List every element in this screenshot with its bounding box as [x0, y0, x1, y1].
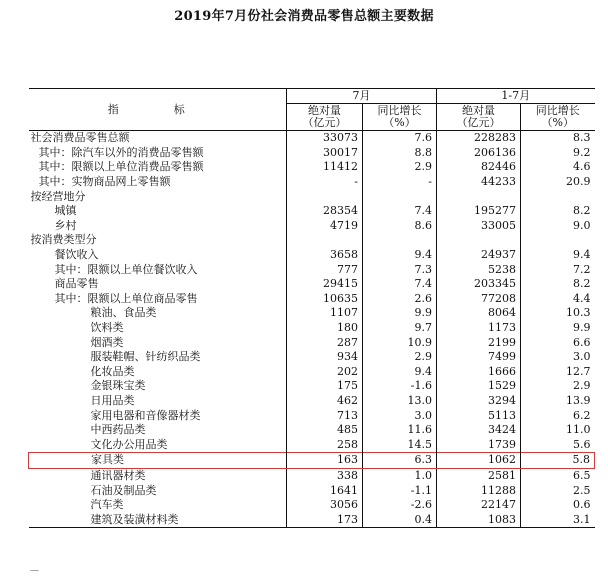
ytd-yoy-cell: 9.9: [521, 321, 595, 336]
july-group-header: 7月: [287, 89, 437, 104]
row-label: 乡村: [54, 218, 77, 232]
july-yoy-cell: -1.6: [363, 379, 437, 394]
table-row: [29, 321, 595, 336]
row-label: 其中：限额以上单位餐饮收入: [54, 262, 198, 276]
row-label: 其中：限额以上单位消费品零售额: [38, 160, 204, 174]
retail-sales-table: [28, 88, 595, 528]
table-row: [29, 306, 595, 321]
july-yoy-cell: 8.8: [363, 146, 437, 161]
table-row: [29, 131, 595, 146]
july-yoy-cell: 1.0: [363, 468, 437, 483]
ytd-absolute-cell: 1173: [437, 321, 521, 336]
ytd-yoy-cell: 9.4: [521, 248, 595, 263]
july-yoy-cell: 7.4: [363, 277, 437, 292]
ytd-absolute-cell: 2581: [437, 468, 521, 483]
indicator-header: 指 标: [29, 89, 287, 131]
row-label: 金银珠宝类: [90, 379, 146, 393]
july-yoy-cell: -: [363, 175, 437, 190]
ytd-yoy-cell: 2.9: [521, 379, 595, 394]
july-yoy-cell: 9.9: [363, 306, 437, 321]
ytd-yoy-header: [521, 104, 595, 131]
ytd-absolute-cell: 2199: [437, 335, 521, 350]
ytd-absolute-cell: 77208: [437, 292, 521, 307]
july-yoy-cell: 6.3: [363, 453, 437, 469]
july-yoy-cell: 11.6: [363, 423, 437, 438]
table-row: [29, 335, 595, 350]
ytd-absolute-cell: 203345: [437, 277, 521, 292]
july-absolute-cell: 30017: [287, 146, 363, 161]
row-label: 餐饮收入: [54, 248, 99, 262]
table-row: [29, 437, 595, 452]
july-yoy-cell: 7.6: [363, 131, 437, 146]
table-row: [29, 233, 595, 248]
ytd-yoy-cell: 8.3: [521, 131, 595, 146]
ytd-yoy-cell: [521, 189, 595, 204]
table-row: [29, 379, 595, 394]
july-yoy-cell: [363, 233, 437, 248]
ytd-absolute-cell: 8064: [437, 306, 521, 321]
table-title: 2019年7月份社会消费品零售总额主要数据: [174, 9, 434, 24]
yoy-header-line1: 同比增长: [377, 104, 422, 117]
july-absolute-cell: 29415: [287, 277, 363, 292]
july-yoy-header: [363, 104, 437, 131]
july-absolute-cell: 173: [287, 512, 363, 527]
yoy-header-line2: （%）: [541, 116, 574, 129]
absolute-header-line1: 绝对量: [308, 104, 341, 117]
ytd-yoy-cell: [521, 233, 595, 248]
row-label: 按经营地分: [30, 189, 86, 203]
july-absolute-cell: 934: [287, 350, 363, 365]
table-row: [29, 453, 595, 469]
july-absolute-cell: 1641: [287, 483, 363, 498]
ytd-absolute-cell: 195277: [437, 204, 521, 219]
row-label: 其中：限额以上单位商品零售: [54, 291, 198, 305]
table-row: [29, 365, 595, 380]
row-label: 家具类: [29, 453, 287, 469]
ytd-absolute-cell: 3424: [437, 423, 521, 438]
ytd-absolute-cell: 44233: [437, 175, 521, 190]
absolute-header-line2: （亿元）: [302, 116, 347, 129]
july-yoy-cell: -1.1: [363, 483, 437, 498]
july-absolute-cell: 462: [287, 394, 363, 409]
july-yoy-cell: 7.3: [363, 262, 437, 277]
table-row: [29, 498, 595, 513]
july-absolute-cell: [287, 189, 363, 204]
july-absolute-cell: 28354: [287, 204, 363, 219]
july-absolute-cell: 713: [287, 408, 363, 423]
july-absolute-cell: 777: [287, 262, 363, 277]
july-yoy-cell: -2.6: [363, 498, 437, 513]
ytd-absolute-cell: 22147: [437, 498, 521, 513]
row-label: 其中：实物商品网上零售额: [38, 175, 171, 189]
table-row: [29, 350, 595, 365]
table-row: [29, 394, 595, 409]
absolute-header-line1: 绝对量: [462, 104, 495, 117]
ytd-yoy-cell: 8.2: [521, 204, 595, 219]
row-label: 日用品类: [90, 393, 135, 407]
july-absolute-cell: 180: [287, 321, 363, 336]
ytd-yoy-cell: 10.3: [521, 306, 595, 321]
ytd-yoy-cell: 20.9: [521, 175, 595, 190]
ytd-absolute-cell: 11288: [437, 483, 521, 498]
ytd-yoy-cell: 3.1: [521, 512, 595, 527]
ytd-absolute-cell: 24937: [437, 248, 521, 263]
july-yoy-cell: 9.4: [363, 248, 437, 263]
july-absolute-cell: 3658: [287, 248, 363, 263]
row-label: 石油及制品类: [90, 483, 157, 497]
ytd-absolute-cell: 206136: [437, 146, 521, 161]
ytd-absolute-cell: 82446: [437, 160, 521, 175]
ytd-absolute-cell: 33005: [437, 219, 521, 234]
table-row: [29, 219, 595, 234]
july-absolute-cell: 202: [287, 365, 363, 380]
july-absolute-cell: 33073: [287, 131, 363, 146]
ytd-absolute-cell: [437, 189, 521, 204]
ytd-absolute-header: [437, 104, 521, 131]
ytd-absolute-cell: 1739: [437, 437, 521, 452]
july-absolute-cell: 163: [287, 453, 363, 469]
ytd-yoy-cell: 8.2: [521, 277, 595, 292]
july-absolute-cell: -: [287, 175, 363, 190]
july-absolute-cell: 10635: [287, 292, 363, 307]
ytd-absolute-cell: 5113: [437, 408, 521, 423]
july-yoy-cell: 2.9: [363, 350, 437, 365]
ytd-yoy-cell: 11.0: [521, 423, 595, 438]
table-row: [29, 160, 595, 175]
ytd-yoy-cell: 5.6: [521, 437, 595, 452]
ytd-yoy-cell: 13.9: [521, 394, 595, 409]
ytd-absolute-cell: 3294: [437, 394, 521, 409]
absolute-header-line2: （亿元）: [456, 116, 501, 129]
table-row: [29, 468, 595, 483]
july-yoy-cell: 13.0: [363, 394, 437, 409]
table-row: [29, 277, 595, 292]
row-label: 服装鞋帽、针纺织品类: [90, 350, 201, 364]
july-absolute-cell: 11412: [287, 160, 363, 175]
table-row: [29, 175, 595, 190]
footnote-mark: —: [30, 566, 39, 576]
table-row: [29, 483, 595, 498]
ytd-yoy-cell: 3.0: [521, 350, 595, 365]
july-yoy-cell: 8.6: [363, 219, 437, 234]
ytd-absolute-cell: 5238: [437, 262, 521, 277]
table-row: [29, 146, 595, 161]
row-label: 其中：除汽车以外的消费品零售额: [38, 145, 204, 159]
july-absolute-header: [287, 104, 363, 131]
ytd-yoy-cell: 6.5: [521, 468, 595, 483]
ytd-yoy-cell: 12.7: [521, 365, 595, 380]
ytd-absolute-cell: 1062: [437, 453, 521, 469]
row-label: 通讯器材类: [90, 468, 146, 482]
ytd-yoy-cell: 9.2: [521, 146, 595, 161]
july-absolute-cell: 4719: [287, 219, 363, 234]
table-row: [29, 408, 595, 423]
jan-jul-group-header: 1-7月: [437, 89, 595, 104]
row-label: 烟酒类: [90, 335, 124, 349]
row-label: 建筑及装潢材料类: [29, 512, 287, 527]
row-label: 化妆品类: [90, 364, 135, 378]
july-absolute-cell: 175: [287, 379, 363, 394]
july-absolute-cell: 1107: [287, 306, 363, 321]
july-absolute-cell: 258: [287, 437, 363, 452]
july-absolute-cell: 338: [287, 468, 363, 483]
ytd-absolute-cell: 1666: [437, 365, 521, 380]
july-yoy-cell: 2.6: [363, 292, 437, 307]
ytd-yoy-cell: 2.5: [521, 483, 595, 498]
row-label: 按消费类型分: [30, 233, 97, 247]
july-yoy-cell: 9.4: [363, 365, 437, 380]
row-label: 家用电器和音像器材类: [90, 408, 201, 422]
ytd-absolute-cell: [437, 233, 521, 248]
yoy-header-line1: 同比增长: [535, 104, 580, 117]
ytd-yoy-cell: 9.0: [521, 219, 595, 234]
july-yoy-cell: 7.4: [363, 204, 437, 219]
row-label: 饮料类: [90, 321, 124, 335]
table-row: [29, 248, 595, 263]
row-label: 粮油、食品类: [90, 306, 157, 320]
table-row: [29, 262, 595, 277]
table-row: [29, 512, 595, 527]
row-label: 商品零售: [54, 277, 99, 291]
july-yoy-cell: [363, 189, 437, 204]
july-absolute-cell: [287, 233, 363, 248]
july-yoy-cell: 14.5: [363, 437, 437, 452]
table-row: [29, 292, 595, 307]
july-yoy-cell: 10.9: [363, 335, 437, 350]
july-yoy-cell: 2.9: [363, 160, 437, 175]
table-row: [29, 189, 595, 204]
row-label: 中西药品类: [90, 423, 146, 437]
table-row: [29, 423, 595, 438]
july-absolute-cell: 485: [287, 423, 363, 438]
ytd-absolute-cell: 1529: [437, 379, 521, 394]
july-absolute-cell: 3056: [287, 498, 363, 513]
ytd-yoy-cell: 4.6: [521, 160, 595, 175]
ytd-yoy-cell: 6.6: [521, 335, 595, 350]
row-label: 文化办公用品类: [90, 437, 168, 451]
table-row: [29, 204, 595, 219]
ytd-yoy-cell: 5.8: [521, 453, 595, 469]
ytd-yoy-cell: 0.6: [521, 498, 595, 513]
yoy-header-line2: （%）: [383, 116, 416, 129]
row-label: 社会消费品零售总额: [30, 131, 130, 145]
ytd-yoy-cell: 7.2: [521, 262, 595, 277]
row-label: 城镇: [54, 204, 77, 218]
july-absolute-cell: 287: [287, 335, 363, 350]
july-yoy-cell: 9.7: [363, 321, 437, 336]
july-yoy-cell: 3.0: [363, 408, 437, 423]
july-yoy-cell: 0.4: [363, 512, 437, 527]
ytd-yoy-cell: 4.4: [521, 292, 595, 307]
ytd-absolute-cell: 7499: [437, 350, 521, 365]
ytd-yoy-cell: 6.2: [521, 408, 595, 423]
ytd-absolute-cell: 1083: [437, 512, 521, 527]
row-label: 汽车类: [90, 498, 124, 512]
ytd-absolute-cell: 228283: [437, 131, 521, 146]
